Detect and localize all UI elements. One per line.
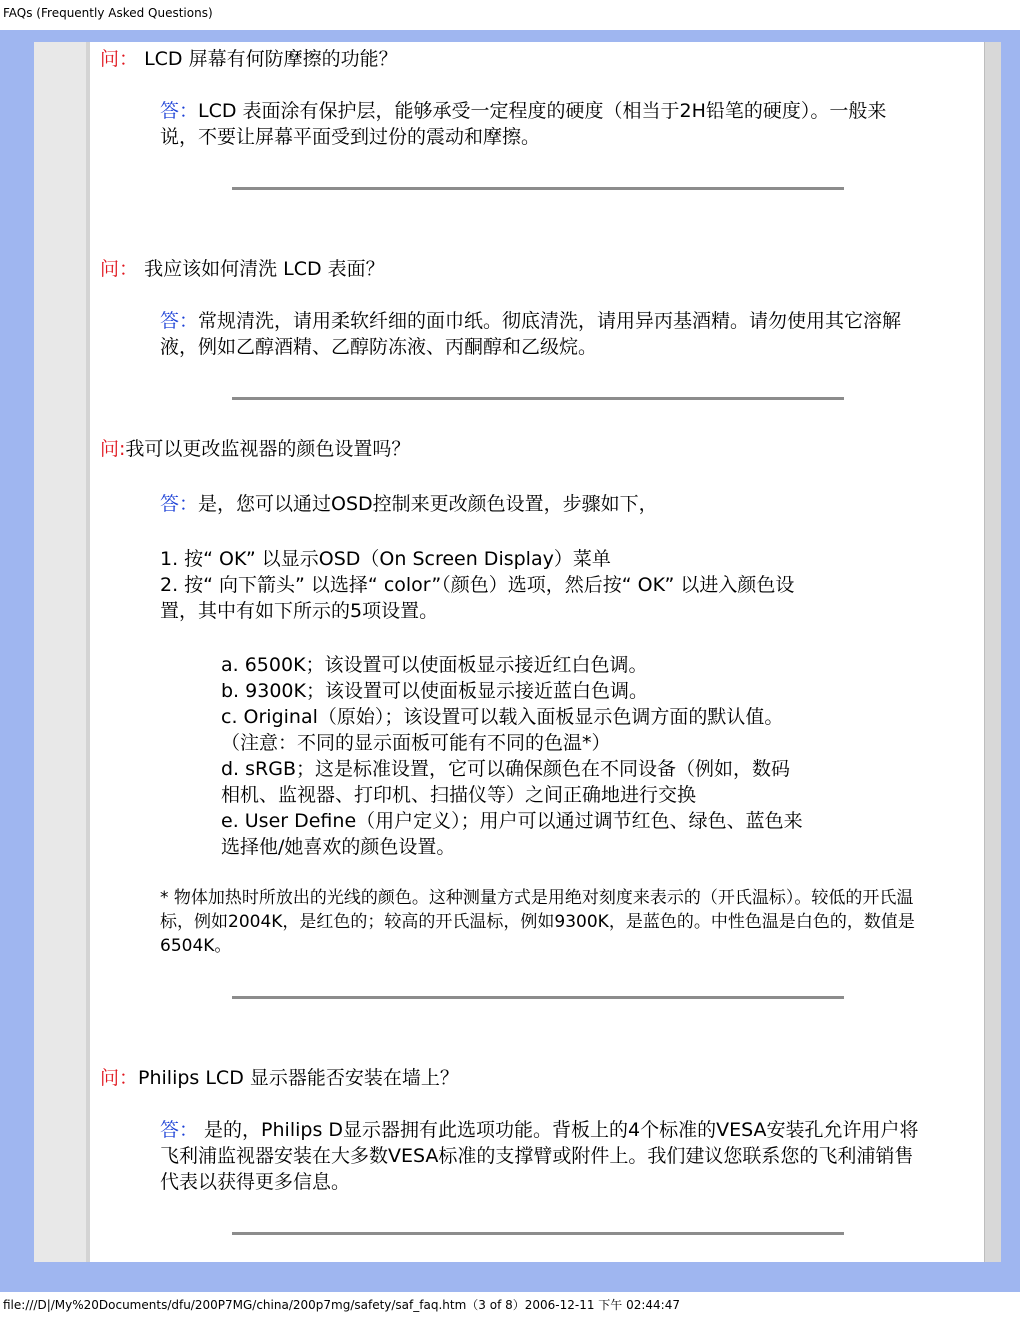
faq-2-question — [100, 254, 385, 281]
question-label: 问： — [100, 258, 139, 280]
faq-4-question — [100, 1063, 459, 1090]
answer-label: 答： — [160, 493, 199, 515]
question-text: LCD 屏幕有何防摩擦的功能？ — [144, 48, 398, 70]
answer-text: 是，您可以通过OSD控制来更改颜色设置，步骤如下， — [198, 493, 658, 515]
answer-label: 答： — [160, 1119, 199, 1141]
color-temperature-note: * 物体加热时所放出的光线的颜色。这种测量方式是用绝对刻度来表示的（开氏温标）。较低的开氏温标，例如2004K，是红色的；较高的开氏温标，例如9300K，是蓝色的。中性色温是白色的，数值是6504K。 — [160, 888, 915, 956]
option-c: c. Original（原始）；该设置可以载入面板显示色调方面的默认值。 — [221, 706, 784, 728]
answer-text: LCD 表面涂有保护层，能够承受一定程度的硬度（相当于2H铅笔的硬度）。一般来说，不要让屏幕平面受到过份的震动和摩擦。 — [160, 100, 887, 148]
faq-1-answer — [160, 98, 920, 150]
question-label: 问： — [100, 1067, 139, 1089]
option-e: e. User Define（用户定义）；用户可以通过调节红色、绿色、蓝色来 — [221, 810, 803, 832]
question-text: Philips LCD 显示器能否安装在墙上？ — [138, 1067, 459, 1089]
faq-4-answer — [160, 1117, 920, 1195]
step-2: 2. 按“ 向下箭头” 以选择“ color”（颜色）选项，然后按“ OK” 以进入颜色设 — [160, 574, 795, 596]
answer-text: 常规清洗，请用柔软纤细的面巾纸。彻底清洗，请用异丙基酒精。请勿使用其它溶解液，例如乙醇酒精、乙醇防冻液、丙酮醇和乙级烷。 — [160, 310, 902, 358]
faq-1-question — [100, 44, 398, 71]
separator-rule — [232, 397, 844, 400]
option-a: a. 6500K；该设置可以使面板显示接近红白色调。 — [221, 654, 648, 676]
faq-3-question — [100, 434, 410, 461]
answer-text: 是的，Philips D显示器拥有此选项功能。背板上的4个标准的VESA安装孔允许用户将飞利浦监视器安装在大多数VESA标准的支撑臂或附件上。我们建议您联系您的飞利浦销售代表以获得更多信息。 — [160, 1119, 919, 1193]
option-d-cont: 相机、监视器、打印机、扫描仪等）之间正确地进行交换 — [221, 784, 697, 806]
scrollbar-track[interactable] — [984, 42, 1001, 1262]
option-c-note: （注意：不同的显示面板可能有不同的色温*） — [221, 732, 611, 754]
question-label: 问： — [100, 48, 139, 70]
separator-rule — [232, 187, 844, 190]
question-label: 问: — [100, 438, 126, 460]
question-text: 我应该如何清洗 LCD 表面？ — [144, 258, 385, 280]
faq-2-answer — [160, 308, 920, 360]
page-header-title: FAQs (Frequently Asked Questions) — [3, 6, 213, 20]
left-margin-strip — [34, 42, 86, 1262]
answer-label: 答： — [160, 310, 199, 332]
step-2-cont: 置，其中有如下所示的5项设置。 — [160, 600, 439, 622]
faq-3-answer — [160, 491, 920, 517]
option-d: d. sRGB；这是标准设置，它可以确保颜色在不同设备（例如，数码 — [221, 758, 790, 780]
step-1: 1. 按“ OK” 以显示OSD（On Screen Display）菜单 — [160, 548, 611, 570]
page-footer-path: file:///D|/My%20Documents/dfu/200P7MG/china/200p7mg/safety/saf_faq.htm（3 of 8）2006-12-11 下午 02:44:47 — [3, 1298, 680, 1312]
answer-label: 答： — [160, 100, 199, 122]
question-text: 我可以更改监视器的颜色设置吗？ — [125, 438, 411, 460]
separator-rule — [232, 996, 844, 999]
option-e-cont: 选择他/她喜欢的颜色设置。 — [221, 836, 456, 858]
option-b: b. 9300K；该设置可以使面板显示接近蓝白色调。 — [221, 680, 648, 702]
separator-rule — [232, 1232, 844, 1235]
